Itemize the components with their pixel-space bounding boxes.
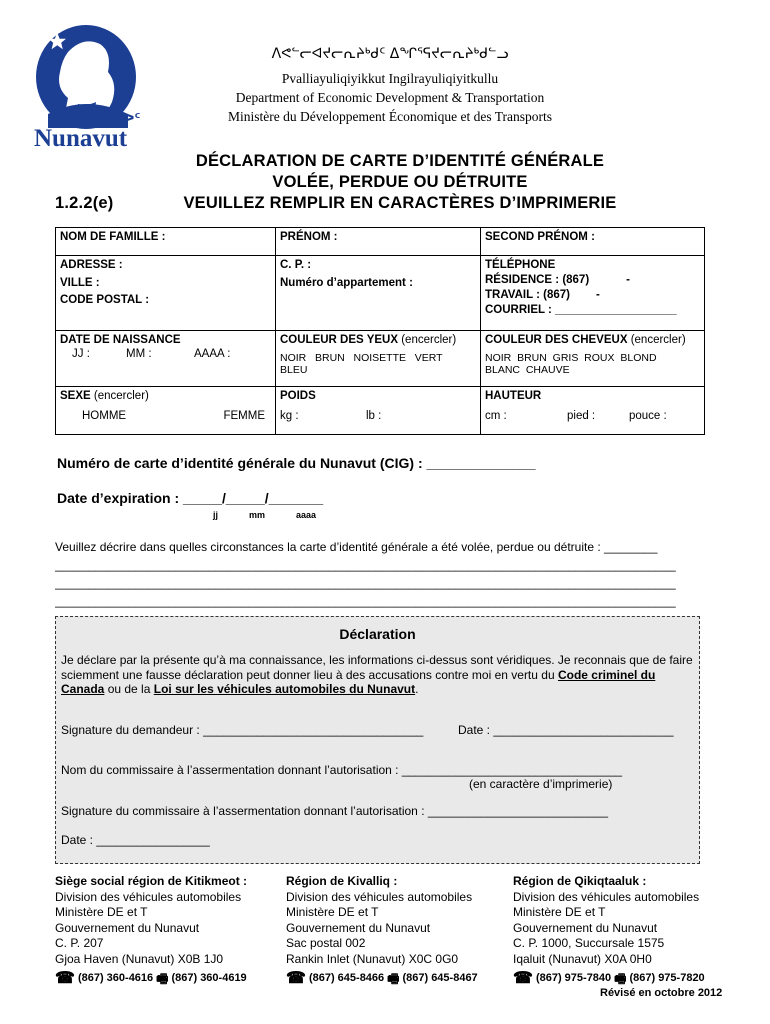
sex-option-male[interactable]: HOMME [82, 410, 127, 422]
office-line: Ministère DE et T [286, 905, 379, 920]
office-line: C. P. 1000, Succursale 1575 [513, 936, 665, 951]
hair-color-options[interactable]: NOIR BRUN GRIS ROUX BLOND [485, 352, 657, 364]
height-cell[interactable] [481, 387, 705, 435]
sex-option-female[interactable]: FEMME [223, 410, 265, 422]
fax-icon: 🖷 [156, 970, 169, 986]
criminal-code-reference: Code criminel du Canada [61, 667, 656, 696]
expiration-date-field[interactable]: Date d’expiration : _____/_____/_______ [57, 490, 324, 506]
sex-cell[interactable] [56, 387, 276, 435]
header-english: Department of Economic Development & Transportation [235, 90, 545, 105]
weight-label: POIDS [280, 390, 316, 402]
fax-number: (867) 975-7820 [629, 971, 705, 984]
declaration-text [61, 653, 696, 697]
commissioner-date-field[interactable]: Date : _________________ [61, 833, 210, 847]
circumstances-line-2[interactable]: _____________________________________________________________________________________________ [55, 576, 676, 590]
telephone-icon: ☎ [286, 969, 306, 987]
fax-number: (867) 645-8467 [402, 971, 478, 984]
fax-icon: 🖷 [614, 970, 627, 986]
phone-number: (867) 360-4616 [77, 971, 154, 984]
office-qikiqtaaluk [513, 874, 705, 986]
address-cell[interactable] [56, 256, 276, 331]
hair-color-note: (encercler) [630, 334, 686, 346]
declaration-text-2: ou de la [104, 682, 154, 696]
birthdate-cell[interactable] [56, 331, 276, 387]
height-cm-label: cm : [485, 410, 507, 422]
header-inuinnaqtun: Pvalliayuliqiyikkut Ingilrayuliqiyitkullu [281, 71, 499, 86]
office-title: Région de Qikiqtaaluk : [513, 874, 647, 888]
header-syllabics: ᐱᕙᓪᓕᐊᔪᓕᕆᔨᒃᑯᑦ ᐃᖏᕐᕋᔪᓕᕆᔨᒃᑯᓪᓗ [271, 46, 509, 62]
eye-color-cell[interactable] [276, 331, 481, 387]
declaration-box [55, 616, 700, 864]
office-contacts [286, 971, 478, 987]
office-kivalliq [286, 874, 478, 986]
office-line: Iqaluit (Nunavut) X0A 0H0 [513, 951, 652, 966]
apartment-label: Numéro d’appartement : [280, 277, 413, 289]
weight-cell[interactable] [276, 387, 481, 435]
circumstances-line-3[interactable]: _____________________________________________________________________________________________ [55, 594, 676, 608]
birthdate-label: DATE DE NAISSANCE [60, 334, 181, 346]
office-line: Sac postal 002 [286, 936, 366, 951]
eye-color-note: (encercler) [401, 334, 457, 346]
telephone-icon: ☎ [513, 969, 533, 987]
middle-name-field[interactable]: SECOND PRÉNOM : [481, 228, 705, 256]
work-label [485, 289, 700, 301]
office-line: Ministère DE et T [55, 905, 148, 920]
applicant-signature-field[interactable]: Signature du demandeur : _________________________________ [61, 723, 424, 737]
form-code: 1.2.2(e) [55, 194, 114, 212]
declaration-text-3: . [415, 682, 419, 696]
eye-color-options[interactable]: NOIR BRUN NOISETTE VERT [280, 352, 443, 364]
hair-color-cell[interactable] [481, 331, 705, 387]
card-number-field[interactable]: Numéro de carte d’identité générale du Nunavut (CIG) : ______________ [57, 455, 536, 471]
title-line1: DÉCLARATION DE CARTE D’IDENTITÉ GÉNÉRALE [195, 152, 605, 170]
office-line: Gouvernement du Nunavut [286, 920, 431, 935]
office-contacts [55, 971, 247, 987]
office-line: C. P. 207 [55, 936, 104, 951]
title-line3: VEUILLEZ REMPLIR EN CARACTÈRES D’IMPRIMERIE [183, 194, 617, 212]
work-dash: - [595, 289, 600, 301]
svg-text:ᓄᓇᕗᑦ: ᓄᓇᕗᑦ [101, 111, 141, 125]
title-line2: VOLÉE, PERDUE OU DÉTRUITE [272, 173, 528, 191]
hair-color-label: COULEUR DES CHEVEUX [485, 334, 628, 346]
eye-color-options-2[interactable]: BLEU [280, 364, 308, 376]
office-kitikmeot [55, 874, 247, 986]
office-line: Division des véhicules automobiles [513, 889, 700, 904]
office-line: Ministère DE et T [513, 905, 606, 920]
last-name-field[interactable]: NOM DE FAMILLE : [56, 228, 276, 256]
weight-kg-label: kg : [280, 410, 299, 422]
height-inch-label: pouce : [629, 410, 667, 422]
address-label: ADRESSE : [60, 259, 123, 271]
identity-form-table [55, 227, 705, 435]
fax-icon: 🖷 [387, 970, 400, 986]
office-line: Gouvernement du Nunavut [513, 920, 658, 935]
circumstances-prompt: Veuillez décrire dans quelles circonstances la carte d’identité générale a été volée, perdue ou détruite : ________ [55, 540, 658, 554]
postal-code-label: CODE POSTAL : [60, 294, 150, 306]
email-label: COURRIEL : ___________________ [485, 304, 677, 316]
commissioner-signature-field[interactable]: Signature du commissaire à l’assermentation donnant l’autorisation : ___________________________ [61, 804, 609, 818]
phone-cell[interactable] [481, 256, 705, 331]
phone-number: (867) 645-8466 [308, 971, 385, 984]
hair-color-options-2[interactable]: BLANC CHAUVE [485, 364, 570, 376]
height-foot-label: pied : [567, 410, 596, 422]
svg-text:Nunavut: Nunavut [34, 125, 128, 152]
expiration-year-hint: aaaa [296, 510, 317, 520]
birth-day-label: JJ : [72, 348, 90, 360]
po-box-cell[interactable] [276, 256, 481, 331]
telephone-icon: ☎ [55, 969, 75, 987]
work-label-text: TRAVAIL : (867) [485, 289, 570, 301]
office-contacts [513, 971, 705, 987]
office-line: Division des véhicules automobiles [286, 889, 473, 904]
birth-year-label: AAAA : [194, 348, 231, 360]
expiration-day-hint: jj [213, 510, 219, 520]
first-name-field[interactable]: PRÉNOM : [276, 228, 481, 256]
commissioner-name-field[interactable]: Nom du commissaire à l’assermentation donnant l’autorisation : _________________________________ [61, 763, 623, 777]
city-label: VILLE : [60, 277, 100, 289]
fax-number: (867) 360-4619 [171, 971, 247, 984]
weight-lb-label: lb : [366, 410, 382, 422]
office-title: Siège social région de Kitikmeot : [55, 874, 248, 888]
office-title: Région de Kivalliq : [286, 874, 398, 888]
po-box-label: C. P. : [280, 259, 312, 271]
office-line: Gouvernement du Nunavut [55, 920, 200, 935]
sex-label: SEXE [60, 390, 91, 402]
phone-number: (867) 975-7840 [535, 971, 612, 984]
phone-label: TÉLÉPHONE [485, 259, 556, 271]
declaration-text-1: Je déclare par la présente qu’à ma connaissance, les informations ci-dessus sont véridiques. Je reconnais que de faire sciemment une fausse déclaration peut donner lieu à des accusations contre moi en vertu du [61, 653, 693, 682]
residence-label: RÉSIDENCE : (867) [485, 274, 590, 286]
birth-month-label: MM : [126, 348, 152, 360]
applicant-date-field[interactable]: Date : ___________________________ [458, 723, 674, 737]
print-hint: (en caractère d’imprimerie) [469, 777, 613, 791]
sex-note: (encercler) [93, 390, 149, 402]
office-line: Rankin Inlet (Nunavut) X0C 0G0 [286, 951, 459, 966]
revision-date: Révisé en octobre 2012 [600, 987, 723, 999]
expiration-month-hint: mm [249, 510, 266, 520]
header-french: Ministère du Développement Économique et des Transports [228, 109, 552, 124]
nunavut-logo [28, 22, 146, 152]
motor-vehicles-act-reference: Loi sur les véhicules automobiles du Nunavut [153, 682, 416, 696]
office-line: Gjoa Haven (Nunavut) X0B 1J0 [55, 951, 224, 966]
height-label: HAUTEUR [485, 390, 542, 402]
eye-color-label: COULEUR DES YEUX [280, 334, 399, 346]
residence-dash: - [626, 274, 630, 286]
circumstances-line-1[interactable]: _____________________________________________________________________________________________ [55, 558, 676, 572]
office-line: Division des véhicules automobiles [55, 889, 242, 904]
declaration-heading: Déclaration [339, 626, 416, 642]
